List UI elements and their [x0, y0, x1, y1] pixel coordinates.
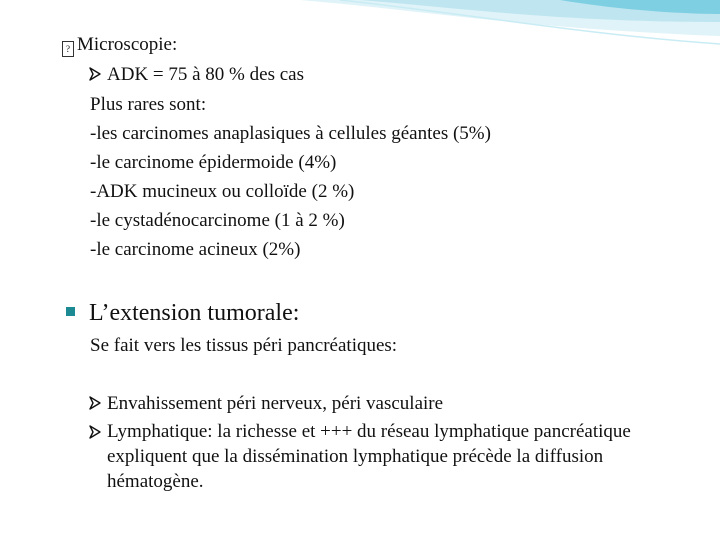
adk-item: [88, 65, 304, 84]
square-bullet-icon: [66, 307, 75, 316]
extension-title: L’extension tumorale:: [89, 300, 300, 326]
arrow-bullet-icon: [88, 425, 102, 439]
extension-intro: Se fait vers les tissus péri pancréatiques:: [90, 335, 398, 356]
missing-glyph-icon: ?: [62, 41, 74, 57]
arrow-bullet-icon: [88, 396, 102, 410]
rare-form-line: -le cystadénocarcinome (1 à 2 %): [90, 210, 345, 231]
microscopie-heading: [62, 35, 177, 57]
adk-item-text: ADK = 75 à 80 % des cas: [107, 64, 304, 85]
rare-form-line: -ADK mucineux ou colloïde (2 %): [90, 181, 355, 202]
rare-form-line: -le carcinome acineux (2%): [90, 239, 301, 260]
rare-forms-intro: Plus rares sont:: [90, 94, 207, 115]
arrow-bullet-icon: [88, 67, 102, 81]
rare-form-line: -les carcinomes anaplasiques à cellules géantes (5%): [90, 123, 491, 144]
extension-heading: [66, 301, 299, 325]
rare-form-line: -le carcinome épidermoide (4%): [90, 152, 337, 173]
microscopie-title: Microscopie:: [77, 34, 178, 55]
extension-item-text: Lymphatique: la richesse et +++ du réseau lymphatique pancréatique expliquent que la dissémination lymphatique précède la diffusion hématogène.: [107, 421, 631, 492]
extension-item-text: Envahissement péri nerveux, péri vasculaire: [107, 393, 444, 414]
extension-item: [88, 394, 443, 413]
